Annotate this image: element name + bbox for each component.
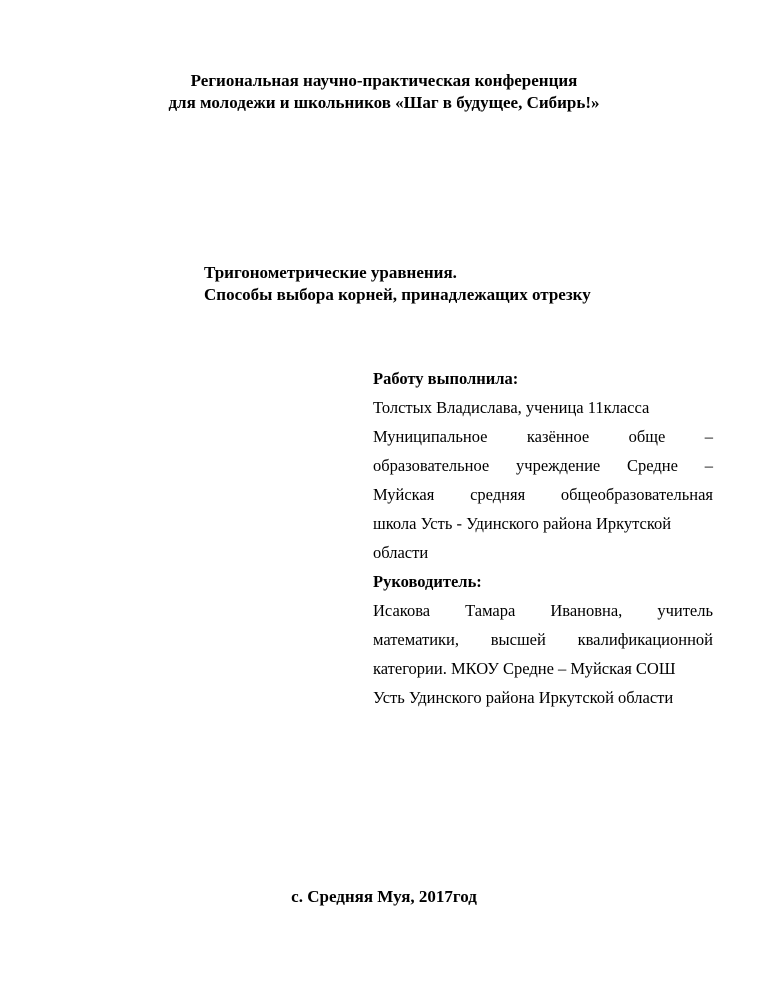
work-title <box>204 262 591 306</box>
author-name: Толстых Владислава, ученица 11класса <box>373 398 650 417</box>
supervisor-line-2 <box>373 625 713 654</box>
supervisor-word: математики, <box>373 630 459 649</box>
school-line-4: школа Усть - Удинского района Иркутской <box>373 514 672 533</box>
author-heading: Работу выполнила: <box>373 369 519 388</box>
supervisor-word: Тамара <box>465 601 516 620</box>
supervisor-word: учитель <box>657 601 713 620</box>
school-word: Муйская <box>373 485 435 504</box>
school-line-2 <box>373 451 713 480</box>
supervisor-word: Исакова <box>373 601 431 620</box>
school-word: средняя <box>470 485 526 504</box>
school-line-3 <box>373 480 713 509</box>
school-word: Средне <box>627 456 678 475</box>
conference-line-2: для молодежи и школьников «Шаг в будущее, Сибирь!» <box>168 93 600 112</box>
supervisor-word: Ивановна, <box>550 601 623 620</box>
school-word: обще <box>628 427 666 446</box>
supervisor-word: высшей <box>490 630 546 649</box>
school-word: – <box>704 427 713 446</box>
conference-line-1: Региональная научно-практическая конференция <box>190 71 578 90</box>
work-title-line-2: Способы выбора корней, принадлежащих отрезку <box>204 285 591 304</box>
school-word: казённое <box>526 427 590 446</box>
school-word: общеобразовательная <box>560 485 713 504</box>
school-word: образовательное <box>373 456 490 475</box>
supervisor-heading: Руководитель: <box>373 572 482 591</box>
supervisor-line-3: категории. МКОУ Средне – Муйская СОШ <box>373 659 676 678</box>
supervisor-word: квалификационной <box>577 630 713 649</box>
school-word: – <box>704 456 713 475</box>
supervisor-line-4: Усть Удинского района Иркутской области <box>373 688 674 707</box>
school-word: Муниципальное <box>373 427 488 446</box>
school-line-5: области <box>373 543 429 562</box>
author-info-block <box>373 364 713 712</box>
place-year: с. Средняя Муя, 2017год <box>291 887 477 906</box>
school-line-1 <box>373 422 713 451</box>
supervisor-line-1 <box>373 596 713 625</box>
work-title-line-1: Тригонометрические уравнения. <box>204 263 457 282</box>
school-word: учреждение <box>516 456 601 475</box>
conference-header <box>0 70 768 114</box>
